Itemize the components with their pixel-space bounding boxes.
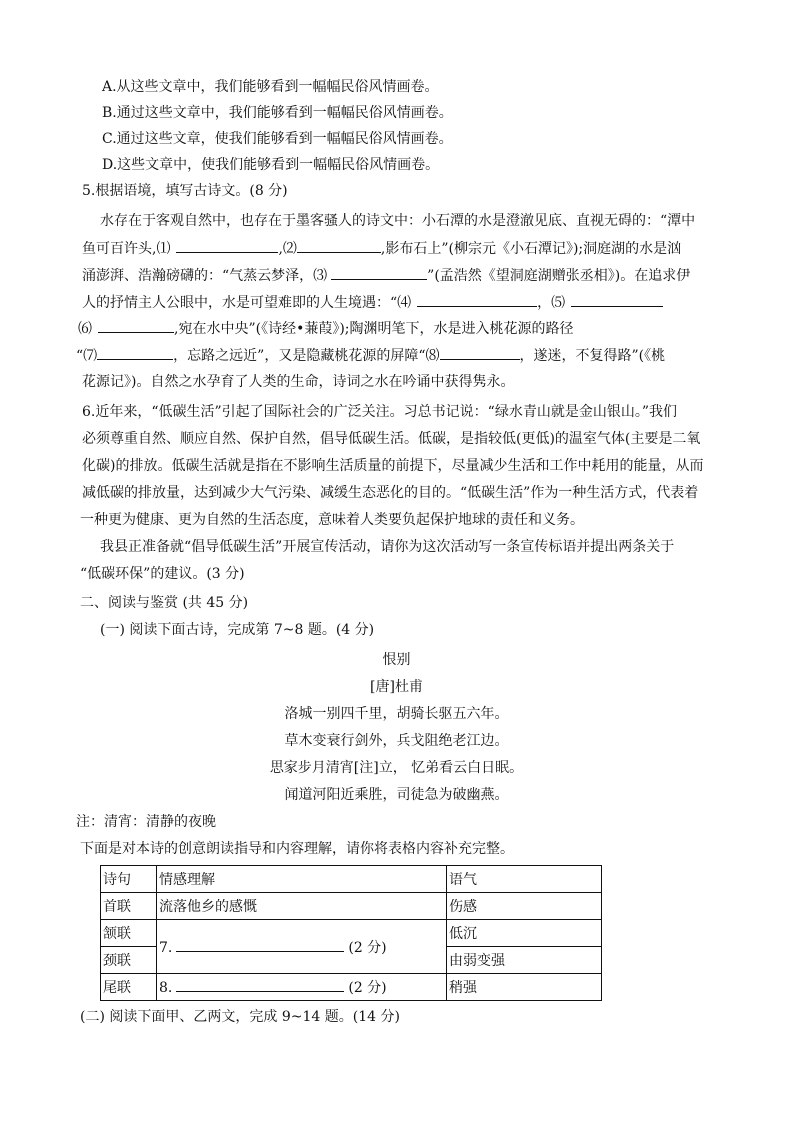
q5-line-4 <box>82 292 663 313</box>
poem-line-1: 洛城一别四千里，胡骑长驱五六年。 <box>284 706 509 722</box>
q8-number: 8. <box>159 980 173 996</box>
table-cell: 伤感 <box>447 893 602 920</box>
q5-line-2 <box>82 238 681 259</box>
q5-line-5 <box>78 318 574 339</box>
q6-line-5: 一种更为健康、更为自然的生活态度，意味着人类要负起保护地球的责任和义务。 <box>80 512 584 528</box>
q5-text: ，遂迷，不复得路”(《桃 <box>519 348 666 364</box>
table-header-row <box>101 866 602 893</box>
blank-5[interactable] <box>571 292 663 307</box>
q5-text: 鱼可百许头,⑴ <box>82 241 171 257</box>
q8-blank[interactable] <box>176 977 344 992</box>
blank-2[interactable] <box>297 238 381 253</box>
header-cell: 语气 <box>447 866 602 893</box>
q7-blank[interactable] <box>176 937 344 952</box>
reading-table <box>100 865 602 1001</box>
poem-line-3: 思家步月清宵[注]立， 忆弟看云白日眠。 <box>269 760 524 776</box>
table-cell: 颔联 <box>101 920 157 947</box>
q5-text: “⑺ <box>76 348 98 364</box>
q8-answer-cell[interactable] <box>157 974 447 1001</box>
part-2-instruction: (二) 阅读下面甲、乙两文，完成 9~14 题。(14 分) <box>80 1009 400 1025</box>
q7-answer-cell[interactable] <box>157 920 447 974</box>
q6-line-7: “低碳环保”的建议。(3 分) <box>80 566 245 582</box>
q5-text: ,宛在水中央”(《诗经•蒹葭》);陶渊明笔下，水是进入桃花源的路径 <box>174 321 574 337</box>
table-row <box>101 974 602 1001</box>
q5-line-7: 花源记》)。自然之水孕育了人类的生命，诗词之水在吟诵中获得隽永。 <box>82 374 515 390</box>
q8-score: (2 分) <box>348 980 387 996</box>
q5-text: ，忘路之远近”，又是隐藏桃花源的屏障“⑻ <box>173 348 440 364</box>
q7-number: 7. <box>159 939 173 956</box>
q5-title: 5.根据语境，填写古诗文。(8 分) <box>82 183 288 199</box>
q5-text: 人的抒情主人公眼中，水是可望难即的人生境遇：“⑷ <box>82 295 412 311</box>
part-1-instruction: (一) 阅读下面古诗，完成第 7~8 题。(4 分) <box>100 622 375 638</box>
q5-line-3 <box>82 265 690 286</box>
table-cell: 由弱变强 <box>447 947 602 974</box>
poem-line-2: 草木变衰行剑外，兵戈阻绝老江边。 <box>284 733 509 749</box>
q5-text: ”(孟浩然《望洞庭湖赠张丞相》)。在追求伊 <box>427 268 691 284</box>
q7-score: (2 分) <box>348 939 387 956</box>
q5-text: 涌澎湃、浩瀚磅礴的：“气蒸云梦泽，⑶ <box>82 268 328 284</box>
q6-line-1: 6.近年来，“低碳生活”引起了国际社会的广泛关注。习总书记说：“绿水青山就是金山银山。”我们 <box>82 404 677 420</box>
header-cell: 诗句 <box>101 866 157 893</box>
table-cell: 低沉 <box>447 920 602 947</box>
table-cell: 稍强 <box>447 974 602 1001</box>
blank-7[interactable] <box>97 345 173 360</box>
q5-text: ,⑵ <box>278 241 297 257</box>
q5-line-1: 水存在于客观自然中，也存在于墨客骚人的诗文中：小石潭的水是澄澈见底、直视无碍的：“潭中 <box>100 213 696 229</box>
blank-4[interactable] <box>417 292 537 307</box>
blank-1[interactable] <box>176 238 278 253</box>
option-d: D.这些文章中，使我们能够看到一幅幅民俗风情画卷。 <box>102 157 440 173</box>
blank-3[interactable] <box>331 265 427 280</box>
q5-text: ,影布石上”(柳宗元《小石潭记》);洞庭湖的水是汹 <box>380 241 682 257</box>
q6-line-3: 化碳)的排放。低碳生活就是指在不影响生活质量的前提下，尽量减少生活和工作中耗用的能量，从而 <box>82 458 704 474</box>
table-intro: 下面是对本诗的创意朗读指导和内容理解，请你将表格内容补充完整。 <box>80 841 514 857</box>
q6-line-4: 减低碳的排放量，达到减少大气污染、减缓生态恶化的目的。“低碳生活”作为一种生活方式，代表着 <box>82 485 699 501</box>
q5-text: ⑹ <box>78 321 92 337</box>
option-c: C.通过这些文章，使我们能够看到一幅幅民俗风情画卷。 <box>102 131 453 147</box>
poem-line-4: 闻道河阳近乘胜，司徒急为破幽燕。 <box>284 787 509 803</box>
poem-note: 注：清宵：清静的夜晚 <box>76 814 216 830</box>
q5-text: ，⑸ <box>537 295 566 311</box>
header-cell: 情感理解 <box>157 866 447 893</box>
poem-author: [唐]杜甫 <box>370 679 423 695</box>
table-row <box>101 920 602 947</box>
poem-title: 恨别 <box>382 652 411 668</box>
q6-line-2: 必须尊重自然、顺应自然、保护自然，倡导低碳生活。低碳，是指较低(更低)的温室气体(主要是二氧 <box>82 431 701 447</box>
table-cell: 流落他乡的感慨 <box>157 893 447 920</box>
table-cell: 首联 <box>101 893 157 920</box>
table-row <box>101 893 602 920</box>
option-a: A.从这些文章中，我们能够看到一幅幅民俗风情画卷。 <box>102 79 439 95</box>
q5-line-6 <box>76 345 665 366</box>
section-2-title: 二、阅读与鉴赏 (共 45 分) <box>80 595 249 611</box>
table-cell: 尾联 <box>101 974 157 1001</box>
option-b: B.通过这些文章中，我们能够看到一幅幅民俗风情画卷。 <box>102 105 453 121</box>
table-cell: 颈联 <box>101 947 157 974</box>
q6-line-6: 我县正准备就“倡导低碳生活”开展宣传活动，请你为这次活动写一条宣传标语并提出两条关于 <box>100 539 675 555</box>
blank-8[interactable] <box>440 345 520 360</box>
blank-6[interactable] <box>98 318 174 333</box>
